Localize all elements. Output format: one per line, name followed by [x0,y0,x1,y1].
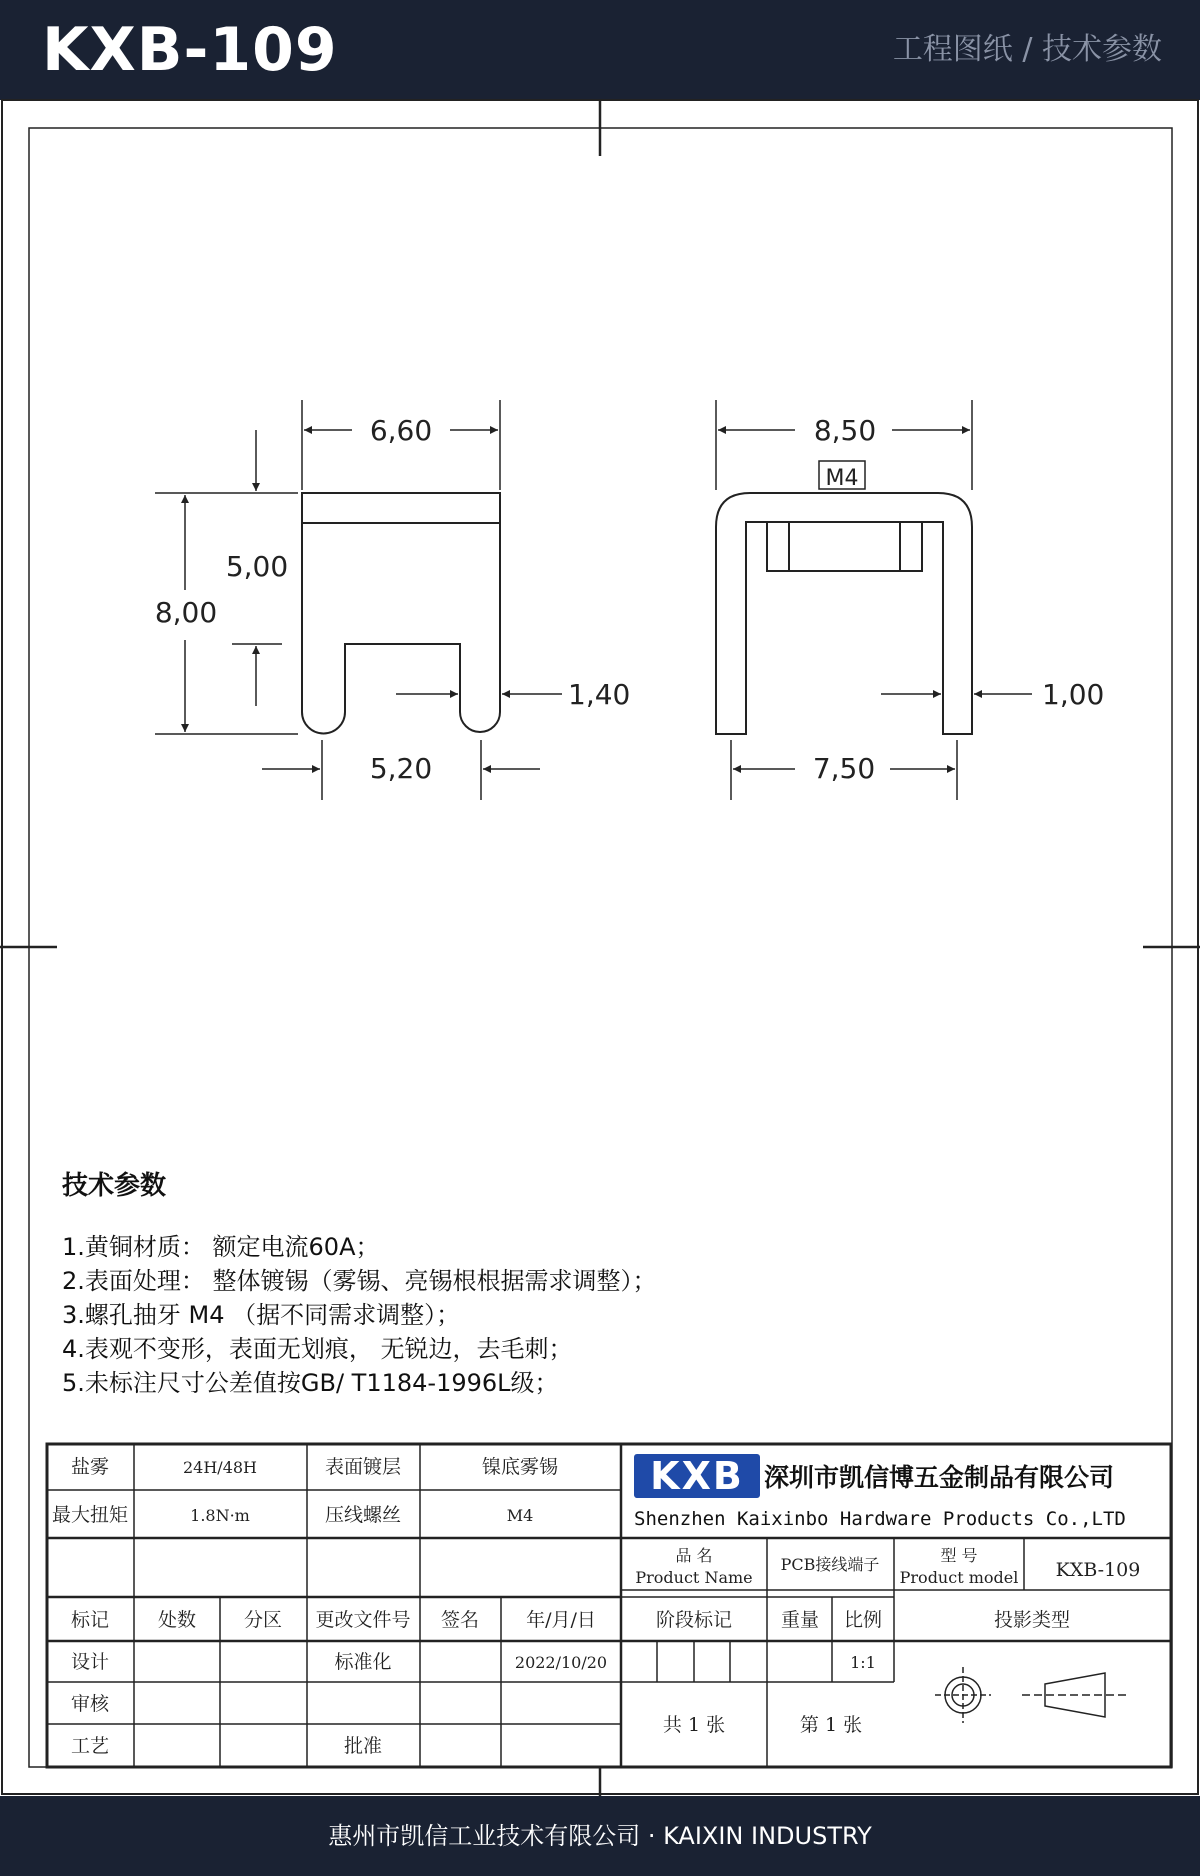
left-view-outline [302,493,500,733]
col-zone: 分区 [243,1609,283,1631]
plating-label: 表面镀层 [324,1456,402,1478]
craft-label: 工艺 [70,1735,110,1757]
dim-right-width: 8,50 [813,414,877,447]
company-logo [634,1454,760,1498]
company-name-cn: 深圳市凯信博五金制品有限公司 [764,1463,1115,1492]
date-value: 2022/10/20 [514,1653,608,1672]
product-name-value: PCB接线端子 [780,1555,880,1574]
dim-left-gap: 5,20 [369,752,433,785]
note-item: 3.螺孔抽牙 M4 （据不同需求调整）； [62,1301,461,1329]
col-sign: 签名 [440,1609,480,1631]
scale-value: 1:1 [850,1653,876,1672]
technical-notes [62,1168,657,1400]
dim-right-wall: 1,00 [1042,678,1105,711]
dim-right-inner: 7,50 [812,752,876,785]
company-name-en: Shenzhen Kaixinbo Hardware Products Co.,LTD [634,1508,1126,1530]
product-model-label-cn: 型 号 [940,1546,978,1565]
design-label: 设计 [70,1651,110,1673]
dim-left-total-height: 8,00 [154,596,218,629]
screw-label: 压线螺丝 [324,1504,402,1526]
col-date: 年/月/日 [526,1609,596,1631]
col-mark: 标记 [70,1609,110,1631]
note-item: 5.未标注尺寸公差值按GB/ T1184-1996L级； [62,1369,559,1397]
torque-label: 最大扭矩 [51,1504,129,1526]
sheet-frame [0,100,1200,1796]
projection-symbol-icon [935,1667,1130,1723]
screw-value: M4 [506,1506,534,1525]
note-item: 2.表面处理： 整体镀锡（雾锡、亮锡根根据需求调整）； [62,1267,657,1295]
note-item: 1.黄铜材质： 额定电流60A； [62,1233,380,1261]
right-view-dimensions [716,400,1032,800]
col-stage: 阶段标记 [655,1609,733,1631]
dim-left-width: 6,60 [369,414,433,447]
right-view-outline [716,461,972,734]
sheet-number: 第 1 张 [799,1714,863,1736]
product-model-label-en: Product model [899,1568,1019,1587]
standard-label: 标准化 [334,1651,392,1673]
col-count: 处数 [157,1609,197,1631]
title-block-grid [47,1444,1171,1767]
approve-label: 批准 [343,1735,383,1757]
dim-left-leg-thickness: 1,40 [568,678,631,711]
product-name-label-cn: 品 名 [675,1546,713,1565]
sheets-total: 共 1 张 [662,1714,726,1736]
thread-label: M4 [825,466,859,491]
col-weight: 重量 [780,1609,820,1631]
dim-left-upper-height: 5,00 [225,550,289,583]
salt-spray-label: 盐雾 [70,1456,110,1478]
plating-value: 镍底雾锡 [481,1456,559,1478]
svg-text:KXB: KXB [650,1454,744,1498]
note-item: 4.表观不变形，表面无划痕， 无锐边，去毛刺； [62,1335,573,1363]
torque-value: 1.8N·m [190,1506,250,1525]
product-model-title: KXB-109 [42,15,338,85]
salt-spray-value: 24H/48H [182,1458,258,1477]
col-projection: 投影类型 [993,1609,1071,1631]
product-name-label-en: Product Name [635,1568,753,1587]
footer-bar [0,1796,1200,1876]
notes-title: 技术参数 [62,1171,167,1201]
review-label: 审核 [70,1693,110,1715]
product-model-value: KXB-109 [1055,1559,1141,1581]
col-scale: 比例 [843,1609,883,1631]
header-subtitle: 工程图纸 / 技术参数 [892,32,1162,67]
footer-company-text: 惠州市凯信工业技术有限公司 · KAIXIN INDUSTRY [328,1822,872,1850]
col-change-doc: 更改文件号 [315,1609,411,1631]
